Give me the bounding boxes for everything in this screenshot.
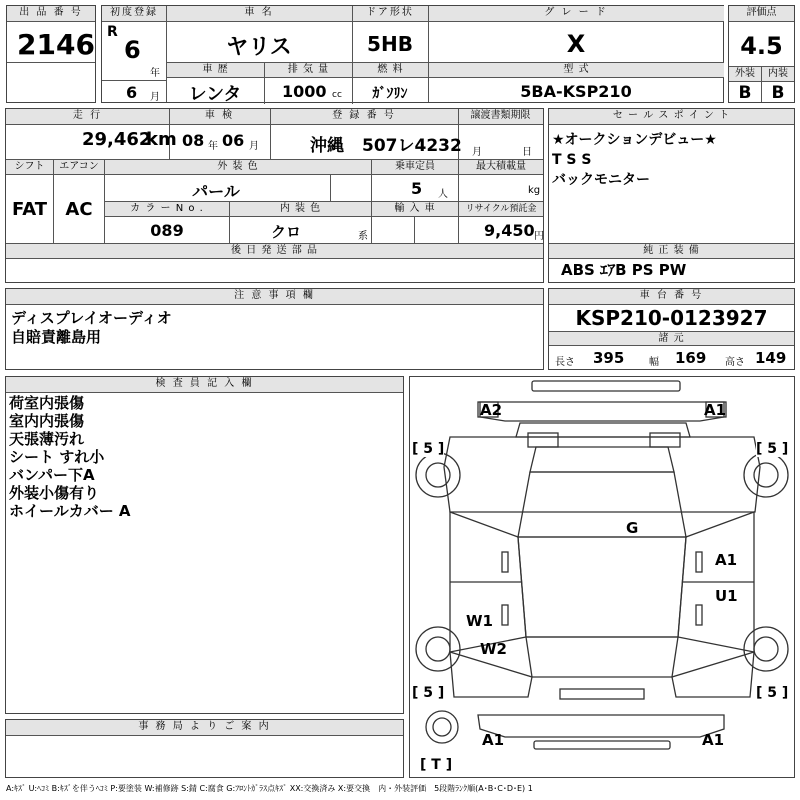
vehicle-info-grid bbox=[101, 5, 724, 103]
plate-number: 507レ4232 bbox=[362, 136, 462, 156]
note-line-1: ディスプレイオーディオ bbox=[11, 309, 172, 327]
inspector-line-2: 室内内張傷 bbox=[9, 412, 85, 430]
inspector-box bbox=[5, 376, 404, 714]
lot-number: 2146 bbox=[17, 28, 95, 61]
plate-label: 登 録 番 号 bbox=[270, 109, 458, 125]
equipment-value: ABS ｴｱB PS PW bbox=[561, 261, 687, 279]
model-value: 5BA-KSP210 bbox=[520, 82, 632, 101]
ext-color-value: パール bbox=[192, 182, 240, 201]
car-name-label: 車 名 bbox=[166, 6, 352, 22]
office-label: 事 務 局 よ り ご 案 内 bbox=[6, 720, 403, 736]
mark-a1-rear-left: A1 bbox=[482, 731, 505, 749]
mark-a2-front-left: A2 bbox=[480, 401, 503, 419]
sales-points-label: セ ー ル ス ポ イ ン ト bbox=[549, 109, 794, 125]
recycle-unit: 円 bbox=[534, 231, 544, 242]
first-reg-label: 初度登録 bbox=[102, 6, 166, 22]
chassis-number: KSP210-0123927 bbox=[575, 306, 768, 330]
first-reg-year: 6 bbox=[124, 36, 141, 64]
ext-color-label: 外 装 色 bbox=[105, 160, 371, 175]
mileage-label: 走 行 bbox=[6, 109, 169, 125]
inspector-line-5: バンパー下A bbox=[9, 466, 95, 484]
damage-diagram bbox=[409, 376, 795, 778]
height-value: 149 bbox=[755, 349, 787, 367]
transfer-label: 譲渡書類期限 bbox=[458, 109, 543, 125]
capacity-unit: 人 bbox=[438, 189, 448, 200]
exterior-grade: B bbox=[738, 83, 752, 103]
car-name-value: ヤリス bbox=[226, 35, 292, 60]
length-label: 長さ bbox=[555, 357, 575, 368]
transfer-month-unit: 月 bbox=[472, 147, 482, 158]
mark-a1-right-door: A1 bbox=[715, 551, 738, 569]
capacity-value: 5 bbox=[411, 179, 423, 198]
history-label: 車 歴 bbox=[167, 63, 264, 78]
door-label: ドア形状 bbox=[352, 6, 428, 22]
inspector-line-3: 天張薄汚れ bbox=[9, 430, 85, 448]
chassis-box bbox=[548, 288, 795, 370]
model-label: 型 式 bbox=[429, 63, 724, 78]
tire-front-left: [ 5 ] bbox=[412, 441, 445, 457]
height-label: 高さ bbox=[725, 357, 745, 368]
equipment-label: 純 正 装 備 bbox=[549, 244, 794, 259]
interior-label: 内装 bbox=[762, 67, 794, 82]
first-reg-month: 6 bbox=[126, 83, 138, 102]
displacement-label: 排 気 量 bbox=[265, 63, 352, 78]
displacement-value: 1000 bbox=[282, 82, 327, 101]
inspection-month-unit: 月 bbox=[249, 141, 259, 152]
office-box bbox=[5, 719, 404, 778]
mileage-unit: km bbox=[146, 129, 177, 150]
lot-box bbox=[6, 5, 96, 103]
grade-label: グ レ ー ド bbox=[428, 6, 724, 22]
mark-a1-front-right: A1 bbox=[704, 401, 727, 419]
inspection-month: 06 bbox=[222, 131, 245, 150]
width-value: 169 bbox=[675, 349, 707, 367]
inspection-year: 08 bbox=[182, 131, 205, 150]
mark-a1-rear-right: A1 bbox=[702, 731, 725, 749]
first-reg-era: R bbox=[107, 24, 118, 40]
notes-label: 注 意 事 項 欄 bbox=[6, 289, 543, 305]
int-color-label: 内 装 色 bbox=[230, 202, 371, 217]
color-no-value: 089 bbox=[150, 221, 184, 240]
shift-label: シフト bbox=[6, 160, 53, 175]
history-value: レンタ bbox=[188, 84, 242, 105]
later-parts-label: 後 日 発 送 部 品 bbox=[6, 244, 543, 259]
notes-box bbox=[5, 288, 544, 370]
recycle-label: リサイクル預託金 bbox=[459, 202, 543, 217]
inspector-line-7: ホイールカバー A bbox=[9, 502, 131, 520]
inspector-line-4: シート すれ小 bbox=[9, 448, 105, 466]
color-no-label: カ ラ ー N o . bbox=[105, 202, 229, 217]
first-reg-month-unit: 月 bbox=[150, 92, 160, 103]
shift-value: FAT bbox=[11, 199, 48, 220]
lot-label: 出 品 番 号 bbox=[7, 6, 95, 22]
first-reg-year-unit: 年 bbox=[150, 68, 160, 79]
grade-value: X bbox=[566, 30, 586, 58]
max-load-unit: kg bbox=[528, 185, 541, 196]
import-label: 輸 入 車 bbox=[372, 202, 458, 217]
sales-point-1: ★オークションデビュー★ bbox=[552, 132, 717, 148]
chassis-label: 車 台 番 号 bbox=[549, 289, 794, 305]
plate-region: 沖縄 bbox=[310, 136, 344, 156]
tire-spare: [ T ] bbox=[420, 757, 453, 773]
interior-grade: B bbox=[771, 83, 785, 103]
mark-w1-left-rear: W1 bbox=[466, 612, 493, 630]
inspection-label: 車 検 bbox=[169, 109, 270, 125]
car-outline bbox=[410, 377, 794, 777]
inspection-year-unit: 年 bbox=[208, 141, 218, 152]
tire-rear-right: [ 5 ] bbox=[756, 685, 789, 701]
score-box bbox=[728, 5, 795, 103]
capacity-label: 乗車定員 bbox=[372, 160, 458, 175]
int-color-value: クロ bbox=[270, 223, 301, 241]
mark-w2-left-rear: W2 bbox=[480, 640, 507, 658]
inspector-line-6: 外装小傷有り bbox=[9, 484, 100, 502]
length-value: 395 bbox=[593, 349, 625, 367]
dimensions-label: 諸 元 bbox=[549, 331, 794, 346]
aircon-label: エアコン bbox=[54, 160, 104, 175]
width-label: 幅 bbox=[649, 357, 659, 368]
door-value: 5HB bbox=[367, 32, 413, 56]
max-load-label: 最大積載量 bbox=[459, 160, 543, 175]
mark-u1-right-rear: U1 bbox=[715, 587, 738, 605]
inspector-line-1: 荷室内張傷 bbox=[9, 394, 85, 412]
fuel-label: 燃 料 bbox=[353, 63, 428, 78]
displacement-unit: cc bbox=[332, 90, 342, 100]
note-line-2: 自賠責離島用 bbox=[11, 328, 102, 346]
mark-g-windshield: G bbox=[626, 519, 639, 537]
legend: A:ｷｽﾞ U:ﾍｺﾐ B:ｷｽﾞを伴うﾍｺﾐ P:要塗装 W:補修跡 S:錆 C:腐食 G:ﾌﾛﾝﾄｶﾞﾗｽ点ｷｽﾞ XX:交換済み X:要交換 内・外装評価 5段階ﾗﾝｸ順(A･B･C･D･E) 1 bbox=[6, 784, 533, 793]
score-label: 評価点 bbox=[729, 6, 794, 22]
aircon-value: AC bbox=[65, 199, 93, 220]
score-value: 4.5 bbox=[740, 32, 783, 60]
fuel-value: ｶﾞｿﾘﾝ bbox=[372, 86, 408, 102]
recycle-value: 9,450 bbox=[484, 221, 535, 240]
detail-grid bbox=[5, 108, 544, 283]
mileage-value: 29,462 bbox=[82, 129, 152, 150]
exterior-label: 外装 bbox=[729, 67, 761, 82]
int-color-unit: 系 bbox=[358, 231, 368, 242]
tire-front-right: [ 5 ] bbox=[756, 441, 789, 457]
sales-points-box bbox=[548, 108, 795, 283]
sales-point-3: バックモニター bbox=[552, 172, 650, 188]
sales-point-2: T S S bbox=[552, 152, 592, 168]
inspector-label: 検 査 員 記 入 欄 bbox=[6, 377, 403, 393]
transfer-day-unit: 日 bbox=[522, 147, 532, 158]
tire-rear-left: [ 5 ] bbox=[412, 685, 445, 701]
